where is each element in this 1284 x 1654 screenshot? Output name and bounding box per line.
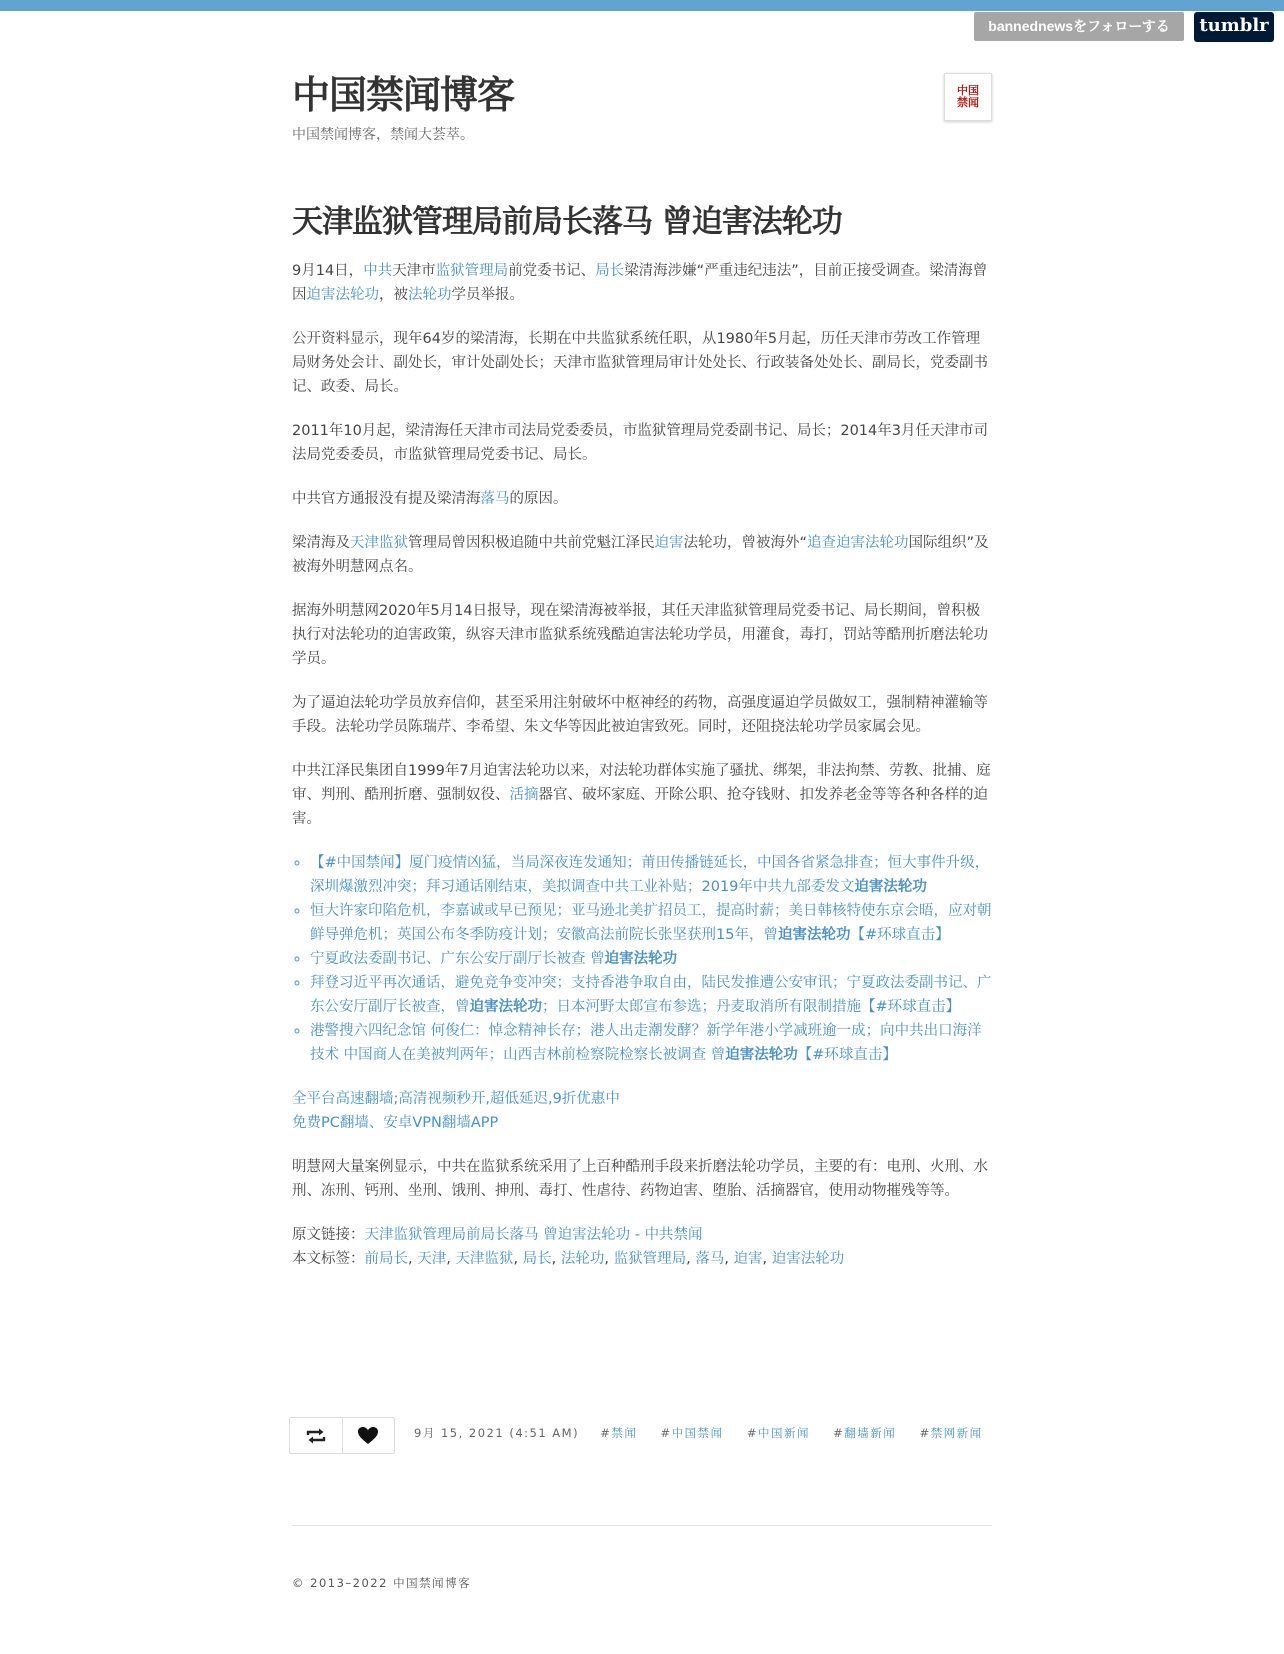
post-tag-link[interactable]: 天津监狱 (455, 1251, 514, 1267)
paragraph-7: 为了逼迫法轮功学员放弃信仰，甚至采用注射破坏中枢神经的药物，高强度逼迫学员做奴工，强制精神灌输等手段。法轮功学员陈瑞芹、李希望、朱文华等因此被迫害致死。同时，还阻挠法轮功学员家属会见。 (292, 695, 988, 735)
blog-description: 中国禁闻博客，禁闻大荟萃。 (292, 127, 474, 143)
text: ，被 (379, 287, 408, 303)
meta-tag-link[interactable]: #翻墙新闻 (833, 1426, 897, 1440)
post-tag-link[interactable]: 前局长 (364, 1251, 408, 1267)
link-falungong[interactable]: 法轮功 (408, 287, 452, 303)
paragraph-9: 明慧网大量案例显示，中共在监狱系统采用了上百种酷刑手段来折磨法轮功学员，主要的有：电刑、火刑、水刑、冻刑、钙刑、坐刑、饿刑、抻刑、毒打、性虐待、药物迫害、堕胎、活摘器官，使用动物摧残等等。 (292, 1159, 988, 1199)
paragraph-5 (292, 531, 992, 579)
related-post-item[interactable]: ◦ 拜登习近平再次通话，避免竞争变冲突；支持香港争取自由，陆民发推遭公安审讯；宁夏政法委副书记、广东公安厅副厅长被查，曾迫害法轮功；日本河野太郎宣布参选；丹麦取消所有限制措施【#环球直击】 (310, 971, 992, 1019)
related-posts-list (292, 851, 992, 1067)
paragraph-3: 2011年10月起，梁清海任天津市司法局党委委员，市监狱管理局党委副书记、局长；2014年3月任天津市司法局党委委员，市监狱管理局党委书记、局长。 (292, 423, 988, 463)
source-separator: - (630, 1227, 645, 1243)
link-pohai[interactable]: 迫害 (654, 535, 684, 551)
footer-divider (292, 1525, 992, 1526)
blog-avatar[interactable] (944, 73, 992, 121)
meta-tag-link[interactable]: #禁闻 (600, 1426, 638, 1440)
blog-title[interactable]: 中国禁闻博客 (292, 73, 515, 117)
link-zhuicha[interactable]: 追查迫害法轮功 (807, 535, 909, 551)
text: 管理局曾因积极追随中共前党魁江泽民 (408, 535, 655, 551)
text: 梁清海涉嫌“严重违纪违法”，目前正接受调查。梁清海曾因 (292, 263, 988, 303)
avatar-text: 中国禁闻 (957, 84, 979, 109)
source-and-tags: 原文链接：天津监狱管理局前局长落马 曾迫害法轮功 - 中共禁闻 本文标签：前局长, 天津, 天津监狱, 局长, 法轮功, 监狱管理局, 落马, 迫害, 迫害法轮功 (292, 1227, 845, 1267)
text: 前党委书记、 (508, 263, 596, 279)
link-prison-bureau[interactable]: 监狱管理局 (435, 263, 509, 279)
post-tag-link[interactable]: 法轮功 (560, 1251, 605, 1267)
text: 的原因。 (509, 491, 568, 507)
source-label: 原文链接： (292, 1227, 365, 1243)
text: 中共官方通报没有提及梁清海 (292, 491, 481, 507)
heart-icon (357, 1426, 379, 1445)
meta-tag-link[interactable]: #中国禁闻 (660, 1426, 724, 1440)
post-tag-link[interactable]: 局长 (522, 1251, 552, 1267)
footer-copyright: © 2013–2022 中国禁闻博客 (292, 1576, 472, 1590)
source-site-link[interactable]: 中共禁闻 (644, 1227, 703, 1243)
meta-tag-link[interactable]: #禁网新闻 (919, 1426, 983, 1440)
post-actions (289, 1417, 395, 1454)
like-button[interactable] (342, 1418, 395, 1453)
post-body (292, 259, 992, 1291)
meta-tag-link[interactable]: #中国新闻 (746, 1426, 810, 1440)
paragraph-2: 公开资料显示，现年64岁的梁清海，长期在中共监狱系统任职，从1980年5月起，历任天津市劳改工作管理局财务处会计、副处长，审计处副处长；天津市监狱管理局审计处处长、行政装备处处长、副局长，党委副书记、政委、局长。 (292, 331, 988, 395)
link-tianjin-prison[interactable]: 天津监狱 (350, 535, 408, 551)
post-date-permalink[interactable]: 9月 15, 2021 (4:51 AM) (414, 1426, 580, 1440)
text: 法轮功，曾被海外“ (683, 535, 808, 551)
text: 中共江泽民集团自1999年7月迫害法轮功以来，对法轮功群体实施了骚扰、绑架，非法拘禁、劳教、批捕、庭审、判刑、酷刑折磨、强制奴役、 (292, 763, 991, 803)
link-huozhai[interactable]: 活摘 (509, 787, 539, 803)
post-tag-link[interactable]: 天津 (417, 1251, 447, 1267)
paragraph-1 (292, 259, 992, 307)
reblog-button[interactable] (290, 1418, 342, 1453)
text: 梁清海及 (292, 535, 350, 551)
paragraph-6: 据海外明慧网2020年5月14日报导，现在梁清海被举报，其任天津监狱管理局党委书记、局长期间，曾积极执行对法轮功的迫害政策，纵容天津市监狱系统残酷迫害法轮功学员，用灌食，毒打，罚站等酷刑折磨法轮功学员。 (292, 603, 988, 667)
source-link[interactable]: 天津监狱管理局前局长落马 曾迫害法轮功 (364, 1227, 631, 1243)
text: 学员举报。 (451, 287, 524, 303)
tumblr-logo-button[interactable]: tumblr (1194, 12, 1274, 42)
related-post-item[interactable]: ◦ 港警搜六四纪念馆 何俊仁：悼念精神长存；港人出走潮发酵？新学年港小学减班逾一成；向中共出口海洋技术 中国商人在美被判两年；山西吉林前检察院检察长被调查 曾迫害法轮功【#环球直击】 (310, 1019, 992, 1067)
link-director[interactable]: 局长 (595, 263, 625, 279)
text: 器官、破坏家庭、开除公职、抢夺钱财、扣发养老金等等各种各样的迫害。 (292, 787, 988, 827)
related-post-item[interactable]: ◦ 【#中国禁闻】厦门疫情凶猛，当局深夜连发通知；莆田传播链延长，中国各省紧急排查；恒大事件升级，深圳爆激烈冲突；拜习通话刚结束，美拟调查中共工业补贴；2019年中共九部委发文迫害法轮功 (310, 851, 992, 899)
paragraph-4 (292, 487, 992, 511)
top-accent-bar (0, 0, 1284, 11)
ad-link-vpn[interactable]: 全平台高速翻墙;高清视频秒开,超低延迟,9折优惠中 (292, 1091, 620, 1107)
tags-label: 本文标签： (292, 1251, 365, 1267)
post-meta (414, 1425, 1001, 1441)
post-tag-link[interactable]: 落马 (695, 1251, 725, 1267)
post-title[interactable]: 天津监狱管理局前局长落马 曾迫害法轮功 (292, 204, 842, 240)
reblog-icon (305, 1427, 327, 1445)
paragraph-8 (292, 759, 992, 831)
text: 9月14日， (292, 263, 364, 279)
ad-link-free-vpn[interactable]: 免费PC翻墙、安卓VPN翻墙APP (292, 1115, 499, 1131)
text: 国际组织”及被海外明慧网点名。 (292, 535, 989, 575)
ad-links (292, 1087, 992, 1135)
follow-button[interactable]: bannednewsをフォローする (974, 12, 1184, 41)
link-zhonggong[interactable]: 中共 (363, 263, 393, 279)
link-luoma[interactable]: 落马 (480, 491, 510, 507)
related-post-item[interactable]: ◦ 恒大许家印陷危机，李嘉诚或早已预见；亚马逊北美扩招员工，提高时薪；美日韩核特使东京会晤，应对朝鲜导弹危机；英国公布冬季防疫计划；安徽高法前院长张坚获刑15年，曾迫害法轮功【#环球直击】 (310, 899, 992, 947)
related-post-item[interactable]: ◦ 宁夏政法委副书记、广东公安厅副厅长被查 曾迫害法轮功 (310, 947, 992, 971)
post-tag-link[interactable]: 迫害法轮功 (771, 1251, 845, 1267)
link-persecution[interactable]: 迫害法轮功 (306, 287, 379, 303)
post-tag-link[interactable]: 迫害 (733, 1251, 763, 1267)
post-tag-link[interactable]: 监狱管理局 (613, 1251, 687, 1267)
text: 天津市 (392, 263, 436, 279)
